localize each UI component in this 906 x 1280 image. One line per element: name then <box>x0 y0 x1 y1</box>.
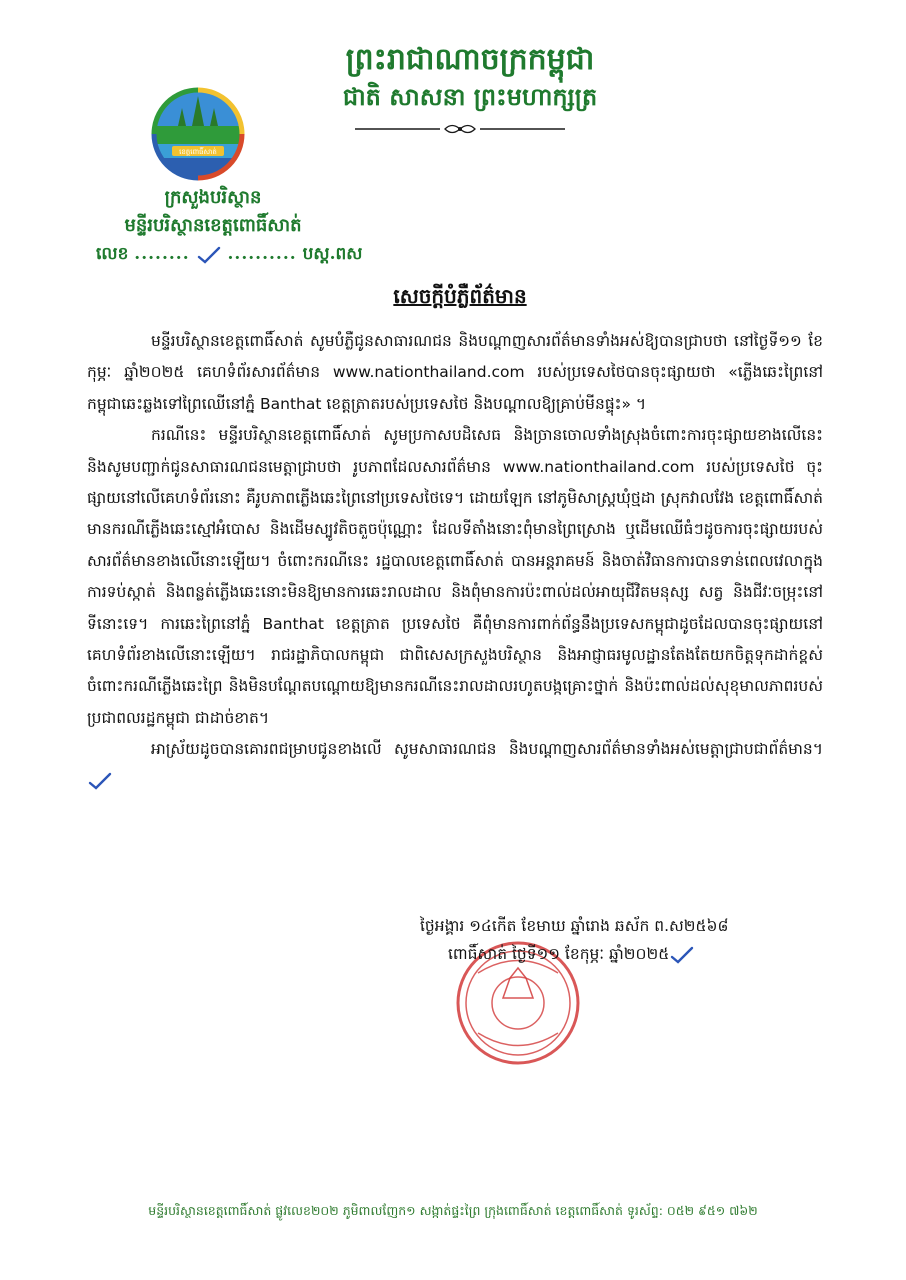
date-solar: ពោធិ៍សាត់ ថ្ងៃទី១១ ខែកុម្ភៈ ឆ្នាំ២០២៥ <box>448 945 670 963</box>
checkmark-icon <box>669 945 695 965</box>
department-name: មន្ទីរបរិស្ថានខេត្តពោធិ៍សាត់ <box>124 215 302 236</box>
paragraph-3-text: អាស្រ័យដូចបានគោរពជម្រាបជូនខាងលើ សូមសាធារណជន និងបណ្តាញសារព័ត៌មានទាំងអស់មេត្តាជ្រាបជាព័ត៌មាន។ <box>151 740 823 759</box>
ref-dots-left: ........ <box>134 244 190 264</box>
sender-block <box>78 184 348 240</box>
footer-contact: មន្ទីរបរិស្ថានខេត្តពោធិ៍សាត់ ផ្លូវលេខ២០២ ភូមិពាលញែក១ សង្កាត់ផ្ទះព្រៃ ក្រុងពោធិ៍សាត់ ខេត្តពោធិ៍សាត់ ទូរស័ព្ទ: ០៥២ ៩៥១ ៧៦២ <box>148 1203 758 1218</box>
document-title: សេចក្តីបំភ្លឺព័ត៌មាន <box>393 284 527 308</box>
reference-number <box>96 243 363 268</box>
paragraph-3 <box>87 734 823 797</box>
paragraph-1: មន្ទីរបរិស្ថានខេត្តពោធិ៍សាត់ សូមបំភ្លឺជូនសាធារណជន និងបណ្តាញសារព័ត៌មានទាំងអស់ឱ្យបានជ្រាបថា នៅថ្ងៃទី១១ ខែកុម្ភៈ ឆ្នាំ២០២៥ គេហទំព័រសារព័ត៌មាន www.nationthailand.com របស់ប្រទេសថៃបានចុះផ្សាយថា «ភ្លើងឆេះព្រៃនៅកម្ពុជាឆេះឆ្លងទៅព្រៃឈើនៅភ្នំ Banthat ខេត្តត្រាតរបស់ប្រទេសថៃ និងបណ្តាលឱ្យគ្រាប់មីនផ្ទុះ» ។ <box>87 332 823 413</box>
date-block <box>420 912 840 968</box>
document-body <box>87 326 823 797</box>
national-motto: ជាតិ សាសនា ព្រះមហាក្សត្រ <box>342 82 598 111</box>
date-solar-line <box>420 940 840 968</box>
checkmark-icon <box>87 771 113 791</box>
paragraph-2: ករណីនេះ មន្ទីរបរិស្ថានខេត្តពោធិ៍សាត់ សូមប្រកាសបដិសេធ និងច្រានចោលទាំងស្រុងចំពោះការចុះផ្សាយខាងលើនេះ និងសូមបញ្ជាក់ជូនសាធារណជនមេត្តាជ្រាបថា រូបភាពដែលសារព័ត៌មាន www.nationthailand.com របស់ប្រទេសថៃ ចុះផ្សាយនៅលើគេហទំព័រនោះ គឺរូបភាពភ្លើងឆេះព្រៃនៅប្រទេសថៃទេ។ ដោយឡែក នៅភូមិសាស្រ្តឃុំថ្មដា ស្រុកវាលវែង ខេត្តពោធិ៍សាត់ មានករណីភ្លើងឆេះស្មៅអំបោស និងដើមស្បូវតិចតួចប៉ុណ្ណោះ ដែលទីតាំងនោះពុំមានព្រៃស្រោង ឬដើមឈើធំៗដូចការចុះផ្សាយរបស់សារព័ត៌មានខាងលើនោះឡើយ។ ចំពោះករណីនេះ រដ្ឋបាលខេត្តពោធិ៍សាត់ បានអន្តរាគមន៍ និងចាត់វិធានការបានទាន់ពេលវេលាក្នុងការទប់ស្កាត់ និងពន្លត់ភ្លើងឆេះនោះមិនឱ្យមានការឆេះរាលដាល និងពុំមានការប៉ះពាល់ដល់អាយុជីវិតមនុស្ស សត្វ និងជីវៈចម្រុះនៅទីនោះទេ។ ការឆេះព្រៃនៅភ្នំ Banthat ខេត្តត្រាត ប្រទេសថៃ គឺពុំមានការពាក់ព័ន្ធនឹងប្រទេសកម្ពុជាដូចដែលបានចុះផ្សាយនៅគេហទំព័រខាងលើនោះឡើយ។ រាជរដ្ឋាភិបាលកម្ពុជា ជាពិសេសក្រសួងបរិស្ថាន និងអាជ្ញាធរមូលដ្ឋានតែងតែយកចិត្តទុកដាក់ខ្ពស់ចំពោះករណីភ្លើងឆេះព្រៃ និងមិនបណ្តែតបណ្តោយឱ្យមានករណីនេះរាលដាលរហូតបង្កគ្រោះថ្នាក់ និងប៉ះពាល់ដល់សុខុមាលភាពរបស់ប្រជាពលរដ្ឋកម្ពុជា ជាដាច់ខាត។ <box>87 426 823 727</box>
logo-text: ខេត្តពោធិ៍សាត់ <box>179 148 217 156</box>
angkor-logo-icon <box>150 86 246 182</box>
emblem-ornament-icon <box>345 122 575 136</box>
kingdom-title: ព្រះរាជាណាចក្រកម្ពុជា <box>345 42 595 77</box>
date-lunar: ថ្ងៃអង្គារ ១៤កើត ខែមាឃ ឆ្នាំរោង ឆស័ក ព.ស២៥៦៨ <box>420 917 729 935</box>
kingdom-header <box>300 40 640 114</box>
ref-suffix: បស្ត.ពស <box>302 244 363 264</box>
checkmark-icon <box>196 245 222 265</box>
ref-prefix: លេខ <box>96 244 129 264</box>
ministry-name: ក្រសួងបរិស្ថាន <box>164 187 262 208</box>
ref-dots-right: .......... <box>227 244 297 264</box>
